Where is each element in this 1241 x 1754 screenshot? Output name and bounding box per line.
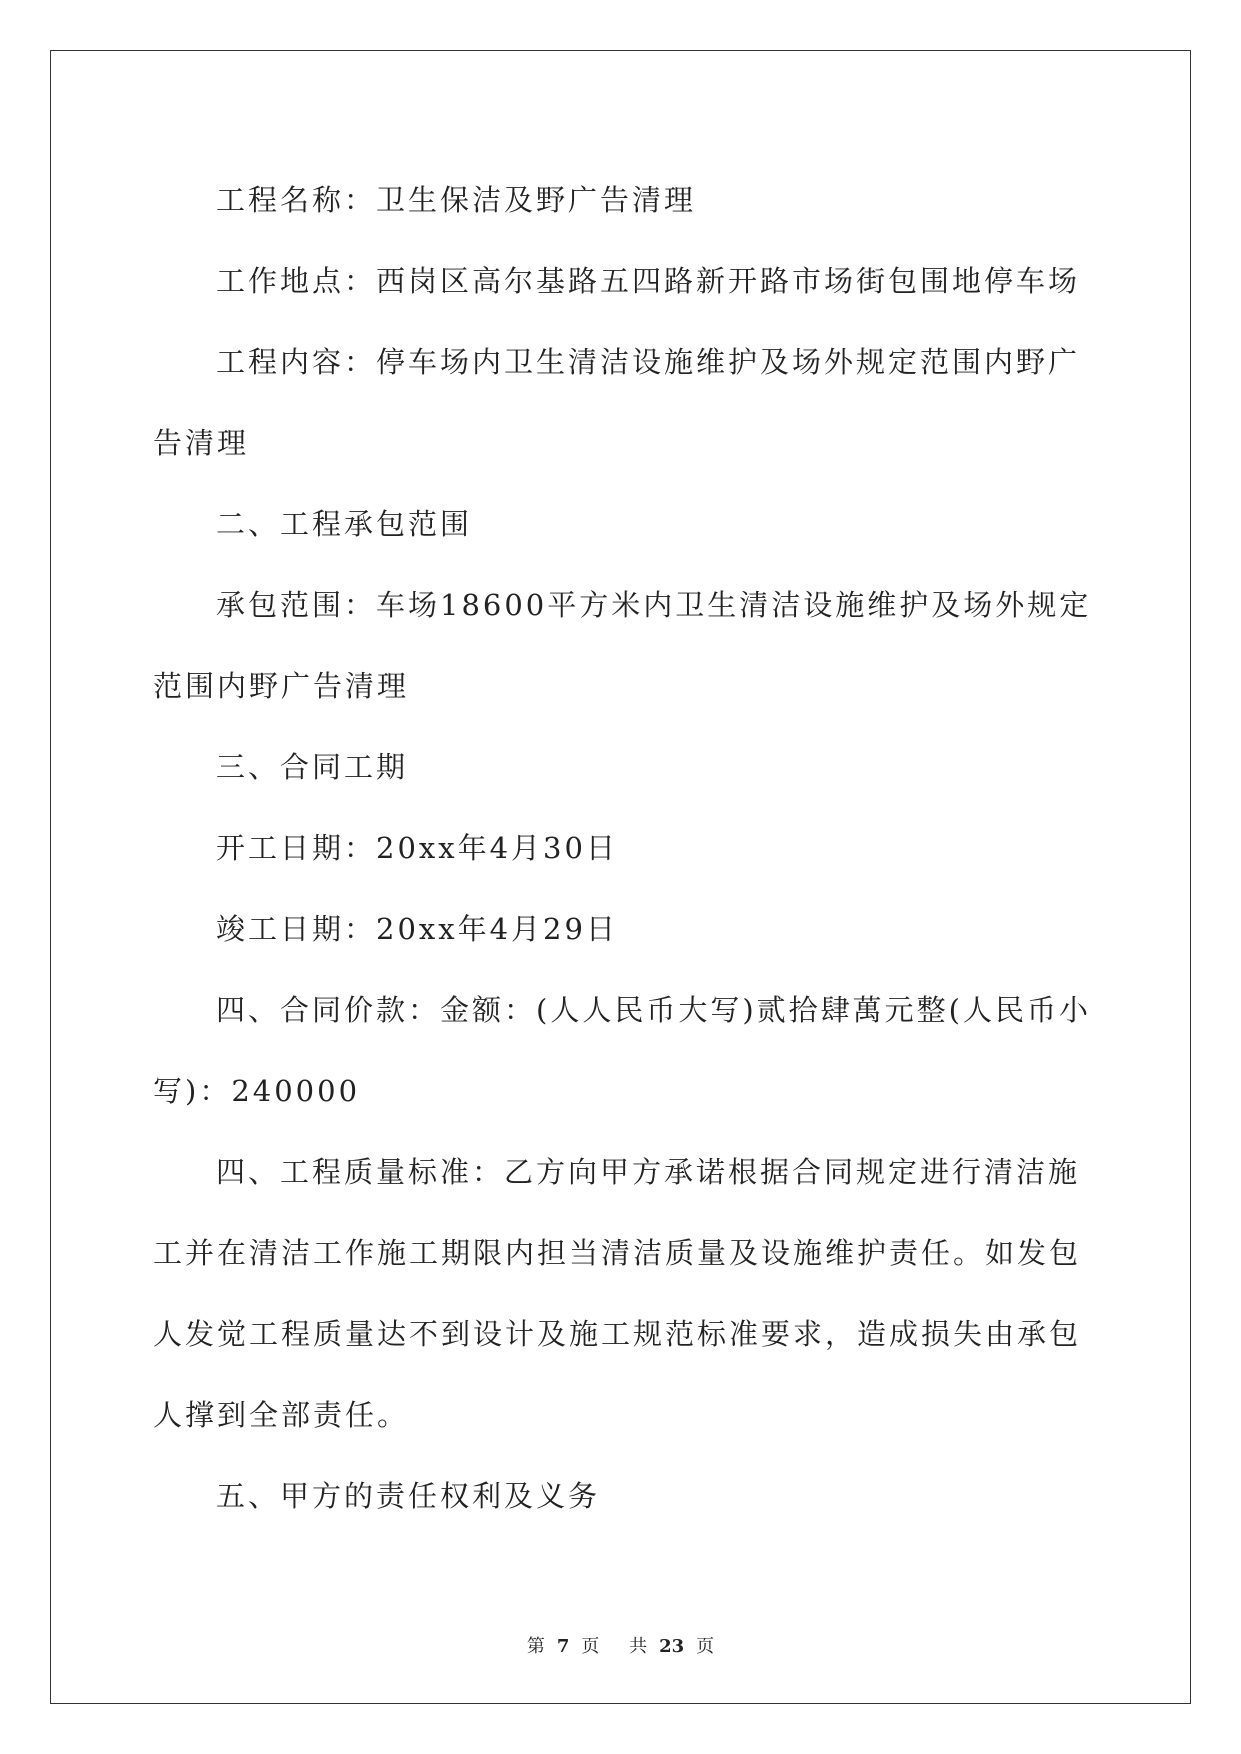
page-current: 7 — [556, 1636, 570, 1657]
page-footer — [0, 1632, 1241, 1658]
page-total: 23 — [659, 1636, 685, 1657]
paragraph-quality-standard: 四、工程质量标准：乙方向甲方承诺根据合同规定进行清洁施工并在清洁工作施工期限内担当清洁质量及设施维护责任。如发包人发觉工程质量达不到设计及施工规范标准要求，造成损失由承包人撑到全部责任。 — [153, 1155, 1082, 1432]
paragraph-start-date: 开工日期：20xx年4月30日 — [216, 831, 618, 865]
heading-party-a-obligations: 五、甲方的责任权利及义务 — [216, 1479, 601, 1513]
heading-contract-period: 三、合同工期 — [216, 750, 409, 784]
paragraph-project-content: 工程内容：停车场内卫生清洁设施维护及场外规定范围内野广告清理 — [153, 345, 1081, 460]
paragraph-work-location: 工作地点：西岗区高尔基路五四路新开路市场街包围地停车场 — [216, 264, 1081, 298]
page-total-indicator: 共 23 页 — [629, 1636, 715, 1657]
paragraph-completion-date: 竣工日期：20xx年4月29日 — [216, 912, 618, 946]
paragraph-contract-scope: 承包范围：车场18600平方米内卫生清洁设施维护及场外规定范围内野广告清理 — [153, 588, 1092, 703]
heading-contract-scope: 二、工程承包范围 — [216, 507, 473, 541]
document-body — [153, 160, 1093, 1537]
paragraph-contract-price: 四、合同价款：金额：(人人民币大写)贰拾肆萬元整(人民币小写)：240000 — [153, 993, 1091, 1108]
paragraph-project-name: 工程名称：卫生保洁及野广告清理 — [216, 183, 697, 217]
page-indicator: 第 7 页 — [526, 1636, 600, 1657]
